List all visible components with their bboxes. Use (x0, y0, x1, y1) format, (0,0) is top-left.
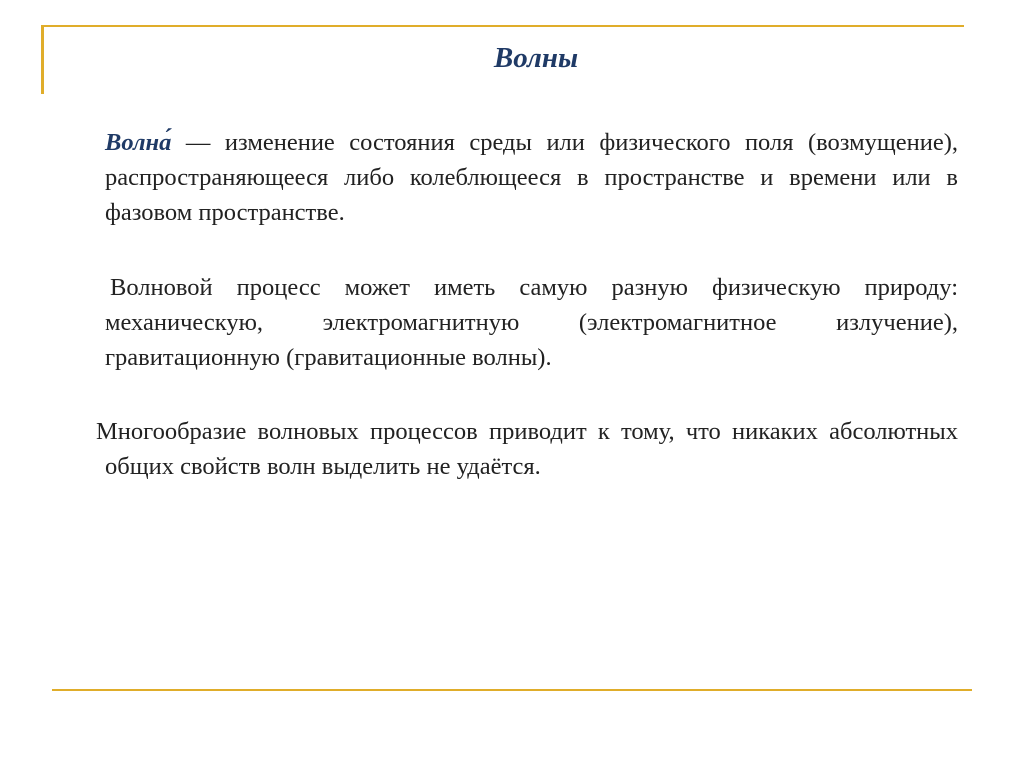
diversity-paragraph (96, 414, 958, 484)
top-border-line (41, 25, 964, 27)
nature-text: Волновой процесс может иметь самую разную физическую природу: механическую, электромагнитную (электромагнитное излучение), гравитационную (гравитационные волны). (105, 274, 958, 371)
definition-paragraph (105, 125, 958, 230)
definition-text: — изменение состояния среды или физического поля (возмущение), распространяющееся либо колеблющееся в пространстве и времени или в фазовом пространстве. (105, 129, 958, 226)
slide-title: Волны (493, 42, 579, 74)
bottom-border-line (52, 689, 972, 691)
term-wave: Волна́ (105, 129, 172, 156)
diversity-text: Многообразие волновых процессов приводит к тому, что никаких абсолютных общих свойств волн выделить не удаётся. (96, 418, 958, 480)
nature-paragraph (105, 270, 958, 375)
slide-body (96, 125, 958, 484)
